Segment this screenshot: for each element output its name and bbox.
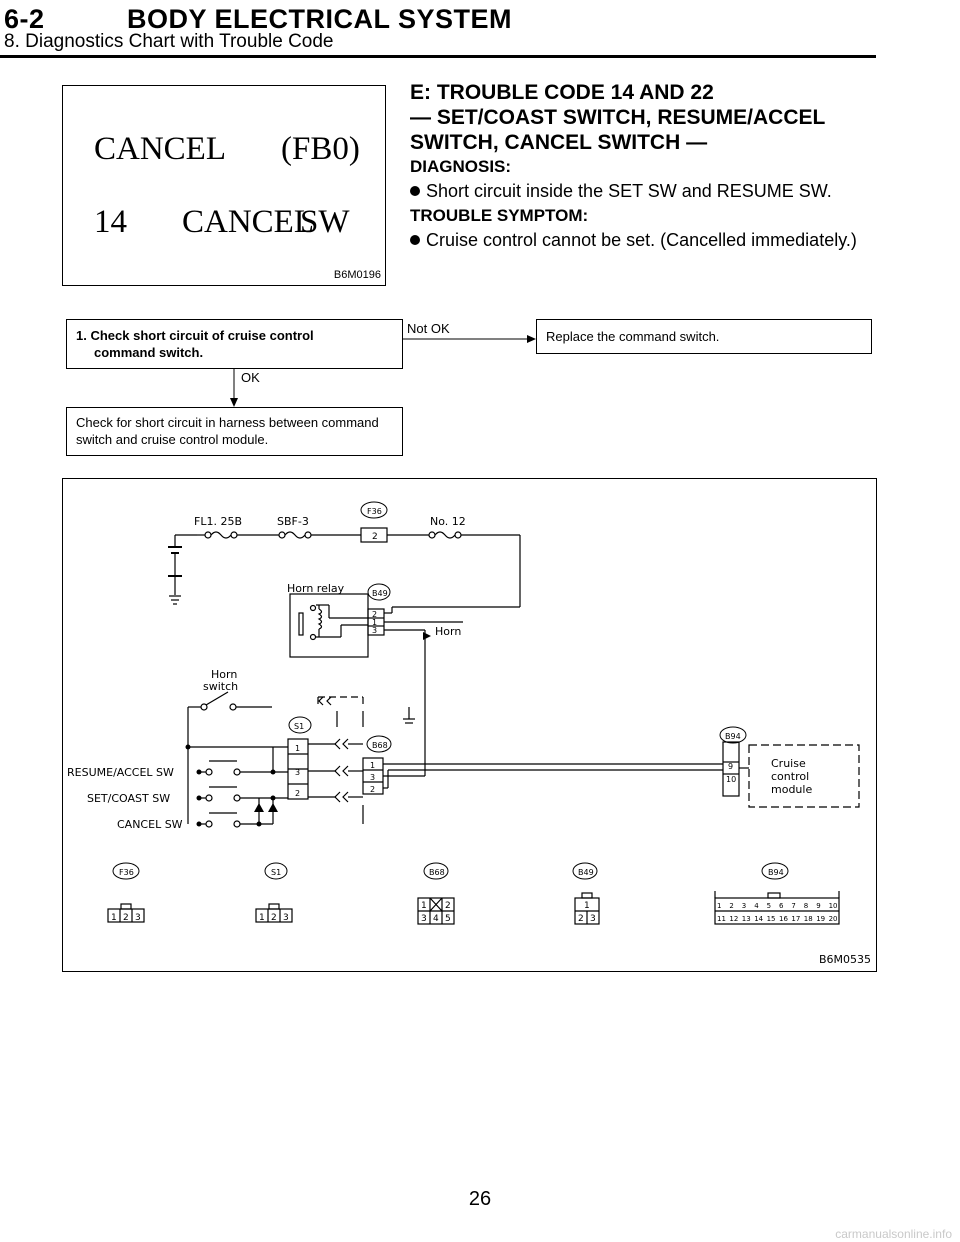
pin-b49-2: 2 (372, 610, 378, 619)
pin-s1-3: 3 (295, 768, 301, 777)
flow-step-2-line2: switch and cruise control module. (76, 432, 269, 447)
b68-face-pin: 3 (421, 914, 427, 924)
module-line2: control (771, 770, 810, 783)
s1-face-pin: 1 (259, 913, 265, 923)
not-ok-label: Not OK (407, 321, 450, 336)
face-b68-label: B68 (429, 868, 445, 877)
b94-face-pin: 15 (766, 915, 776, 923)
b94-face-pin: 2 (729, 902, 734, 910)
display-line2-text-b: SW (300, 204, 350, 240)
b94-face-pins (717, 902, 838, 923)
display-line1-left: CANCEL (94, 131, 226, 167)
s1-face-pin: 2 (271, 913, 277, 923)
b94-face-pin: 1 (717, 902, 722, 910)
fuse-no12-label: No. 12 (430, 515, 466, 528)
not-ok-arrow-head (527, 335, 536, 343)
ok-arrow-head (230, 398, 238, 407)
b49-face-pin: 1 (584, 901, 590, 911)
page-title: BODY ELECTRICAL SYSTEM (127, 4, 513, 34)
face-b94-label: B94 (768, 868, 784, 877)
connector-b94-label: B94 (725, 732, 741, 741)
b94-face-pin: 18 (803, 915, 813, 923)
flow-step-1-line1: 1. Check short circuit of cruise control (76, 328, 314, 343)
wiring-diagram (62, 478, 877, 972)
section-number: 6-2 (4, 4, 45, 34)
b68-face-pin: 1 (421, 901, 427, 911)
pin-s1-1: 1 (295, 744, 301, 753)
pin-b94-9: 9 (728, 762, 734, 771)
b49-face-pin: 2 (578, 914, 584, 924)
pin-b68-1: 1 (370, 761, 376, 770)
b68-face-pin: 4 (433, 914, 439, 924)
page-subtitle: 8. Diagnostics Chart with Trouble Code (4, 31, 334, 52)
b94-face-pin: 3 (741, 902, 747, 910)
horn-label: Horn (435, 625, 462, 638)
b94-face-pin: 9 (816, 902, 821, 910)
pin-f36-2: 2 (372, 532, 378, 542)
connector-f36-label: F36 (367, 507, 382, 516)
b94-face-pin: 4 (754, 902, 759, 910)
face-f36-label: F36 (119, 868, 134, 877)
face-s1-label: S1 (271, 868, 282, 877)
connector-s1-label: S1 (294, 722, 305, 731)
pin-b94-10: 10 (726, 775, 737, 784)
horn-relay-label: Horn relay (287, 582, 345, 595)
fuse-sbf-label: SBF-3 (277, 515, 309, 528)
f36-face-pin: 3 (135, 913, 141, 923)
f36-face-pin: 2 (123, 913, 129, 923)
flow-step-2-line1: Check for short circuit in harness between command (76, 415, 379, 430)
b94-face-pin: 16 (779, 915, 788, 923)
diagnosis-item-text: Short circuit inside the SET SW and RESUME SW. (426, 181, 832, 201)
page-number: 26 (468, 1188, 492, 1210)
b94-face-pin: 20 (828, 915, 838, 923)
display-line2-text-a: CANCEL (182, 204, 314, 240)
b94-face-pin: 17 (791, 915, 801, 923)
trouble-title-line2: — SET/COAST SWITCH, RESUME/ACCEL (410, 106, 826, 129)
pin-s1-2: 2 (295, 789, 301, 798)
pin-b49-3: 3 (372, 626, 378, 635)
b94-face-pin: 8 (803, 902, 809, 910)
diagram-figure-label: B6M0535 (819, 953, 872, 966)
b94-face-pin: 10 (828, 902, 838, 910)
b49-face-pin: 3 (590, 914, 596, 924)
pin-b68-3: 3 (370, 773, 376, 782)
b94-face-pin: 6 (779, 902, 784, 910)
display-line2-code: 14 (94, 204, 127, 240)
trouble-title-line1: E: TROUBLE CODE 14 AND 22 (410, 81, 714, 104)
module-line1: Cruise (771, 757, 806, 770)
symptom-heading: TROUBLE SYMPTOM: (410, 206, 589, 225)
pin-b49-1: 1 (372, 618, 378, 627)
f36-face-pin: 1 (111, 913, 117, 923)
b94-face-pin: 5 (766, 902, 772, 910)
b94-face-pin: 7 (791, 902, 796, 910)
connector-b49-label: B49 (372, 589, 388, 598)
not-ok-result: Replace the command switch. (536, 319, 872, 354)
watermark: carmanualsonline.info (835, 1227, 952, 1241)
b94-face-pin: 11 (717, 915, 726, 923)
s1-face-pin: 3 (283, 913, 289, 923)
fuse-fl-label: FL1. 25B (194, 515, 242, 528)
horn-switch-line2: switch (203, 680, 239, 693)
b94-face-pin: 19 (816, 915, 826, 923)
ok-label: OK (241, 370, 260, 385)
flow-step-1-line2: command switch. (94, 345, 204, 360)
wiring-diagram-svg (63, 479, 877, 972)
symptom-item-text: Cruise control cannot be set. (Cancelled immediately.) (426, 230, 857, 250)
pin-b68-2: 2 (370, 785, 376, 794)
set-sw-label: SET/COAST SW (87, 792, 171, 805)
resume-sw-label: RESUME/ACCEL SW (67, 766, 174, 779)
face-b49-label: B49 (578, 868, 594, 877)
b94-face-pin: 13 (741, 915, 751, 923)
b94-face-pin: 12 (729, 915, 739, 923)
horn-switch-line1: Horn (211, 668, 238, 681)
diagnosis-heading: DIAGNOSIS: (410, 157, 512, 176)
cancel-sw-label: CANCEL SW (117, 818, 183, 831)
b68-face-pin: 5 (445, 914, 451, 924)
b94-face-pin: 14 (754, 915, 764, 923)
module-line3: module (771, 783, 813, 796)
b68-face-pin: 2 (445, 901, 451, 911)
display-figure-label: B6M0196 (333, 269, 381, 281)
flow-arrows (0, 0, 960, 470)
display-line1-right: (FB0) (281, 131, 360, 167)
trouble-title-line3: SWITCH, CANCEL SWITCH — (410, 131, 708, 154)
connector-b68-label: B68 (372, 741, 388, 750)
